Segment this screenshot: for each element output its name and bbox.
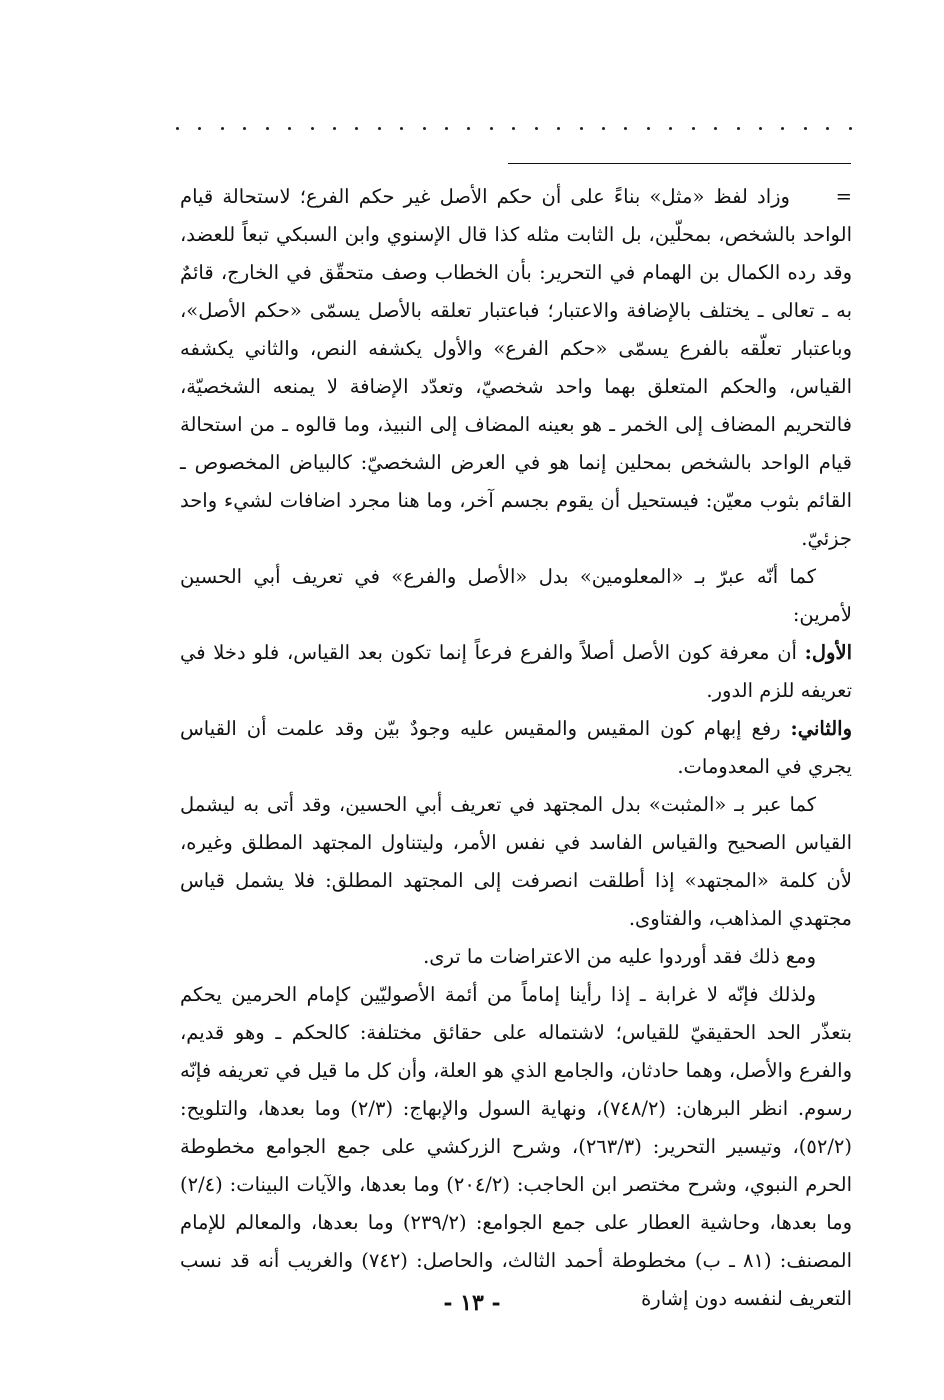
footnote-paragraph xyxy=(180,786,852,938)
page-number: - ١٣ - xyxy=(443,1290,501,1316)
paragraph-text: ومع ذلك فقد أوردوا عليه من الاعتراضات ما ترى. xyxy=(423,945,816,968)
footnote-paragraph xyxy=(180,710,852,786)
paragraph-text: رفع إبهام كون المقيس والمقيس عليه وجودٌ بيّن وقد علمت أن القياس يجري في المعدومات. xyxy=(180,717,852,778)
paragraph-text: ولذلك فإنّه لا غرابة ـ إذا رأينا إماماً من أئمة الأصوليّين كإمام الحرمين يحكم بتعذّر الحد الحقيقيّ للقياس؛ لاشتماله على حقائق مختلفة: كالحكم ـ وهو قديم، والفرع والأصل، وهما حادثان، والجامع الذي هو العلة، وأن كل ما قيل في تعريفه فإنّه رسوم. انظر البرهان: (٧٤٨/٢)، ونهاية السول والإبهاج: (٢/٣) وما بعدها، والتلويح: (٥٢/٢)، وتيسير التحرير: (٢٦٣/٣)، وشرح الزركشي على جمع الجوامع مخطوطة الحرم النبوي، وشرح مختصر ابن الحاجب: (٢٠٤/٢) وما بعدها، والآيات البينات: (٢/٤) وما بعدها، وحاشية العطار على جمع الجوامع: (٢٣٩/٢) وما بعدها، والمعالم للإمام المصنف: (٨١ ـ ب) مخطوطة أحمد الثالث، والحاصل: (٧٤٢) والغريب أنه قد نسب التعريف لنفسه دون إشارة xyxy=(180,983,853,1310)
paragraph-text: كما عبر بـ «المثبت» بدل المجتهد في تعريف أبي الحسين، وقد أتى به ليشمل القياس الصحيح والقياس الفاسد في نفس الأمر، وليتناول المجتهد المطلق وغيره، لأن كلمة «المجتهد» إذا أطلقت انصرفت إلى المجتهد المطلق: فلا يشمل قياس مجتهدي المذاهب، والفتاوى. xyxy=(180,793,852,930)
footnote-rule xyxy=(508,163,851,164)
paragraph-text: أن معرفة كون الأصل أصلاً والفرع فرعاً إنما تكون بعد القياس، فلو دخلا في تعريفه للزم الدور. xyxy=(180,641,852,702)
footnote-paragraph xyxy=(180,178,852,558)
dotted-separator xyxy=(176,118,852,138)
footnote-paragraph xyxy=(180,558,852,634)
paragraph-text: وزاد لفظ «مثل» بناءً على أن حكم الأصل غير حكم الفرع؛ لاستحالة قيام الواحد بالشخص، بمحلّين، بل الثابت مثله كذا قال الإسنوي وابن السبكي تبعاً للعضد، وقد رده الكمال بن الهمام في التحرير: بأن الخطاب وصف متحقّق في الخارج، قائمٌ به ـ تعالى ـ يختلف بالإضافة والاعتبار؛ فباعتبار تعلقه بالأصل يسمّى «حكم الأصل»، وباعتبار تعلّقه بالفرع يسمّى «حكم الفرع» والأول يكشفه النص، والثاني يكشفه القياس، والحكم المتعلق بهما واحد شخصيّ، وتعدّد الإضافة لا يمنعه الشخصيّة، فالتحريم المضاف إلى الخمر ـ هو بعينه المضاف إلى النبيذ، وما قالوه ـ من استحالة قيام الواحد بالشخص بمحلين إنما هو في العرض الشخصيّ: كالبياض المخصوص ـ القائم بثوب معيّن: فيستحيل أن يقوم بجسم آخر، وما هنا مجرد اضافات لشيء واحد جزئيّ. xyxy=(180,185,852,550)
footnote-paragraph xyxy=(180,976,852,1318)
footnote-body xyxy=(180,178,852,1318)
paragraph-lead: الأول: xyxy=(804,641,852,664)
paragraph-text: كما أنّه عبرّ بـ «المعلومين» بدل «الأصل والفرع» في تعريف أبي الحسين لأمرين: xyxy=(180,565,852,626)
footnote-paragraph xyxy=(180,634,852,710)
paragraph-lead: والثاني: xyxy=(790,717,853,740)
continuation-marker: = xyxy=(835,185,852,208)
footnote-paragraph xyxy=(180,938,852,976)
